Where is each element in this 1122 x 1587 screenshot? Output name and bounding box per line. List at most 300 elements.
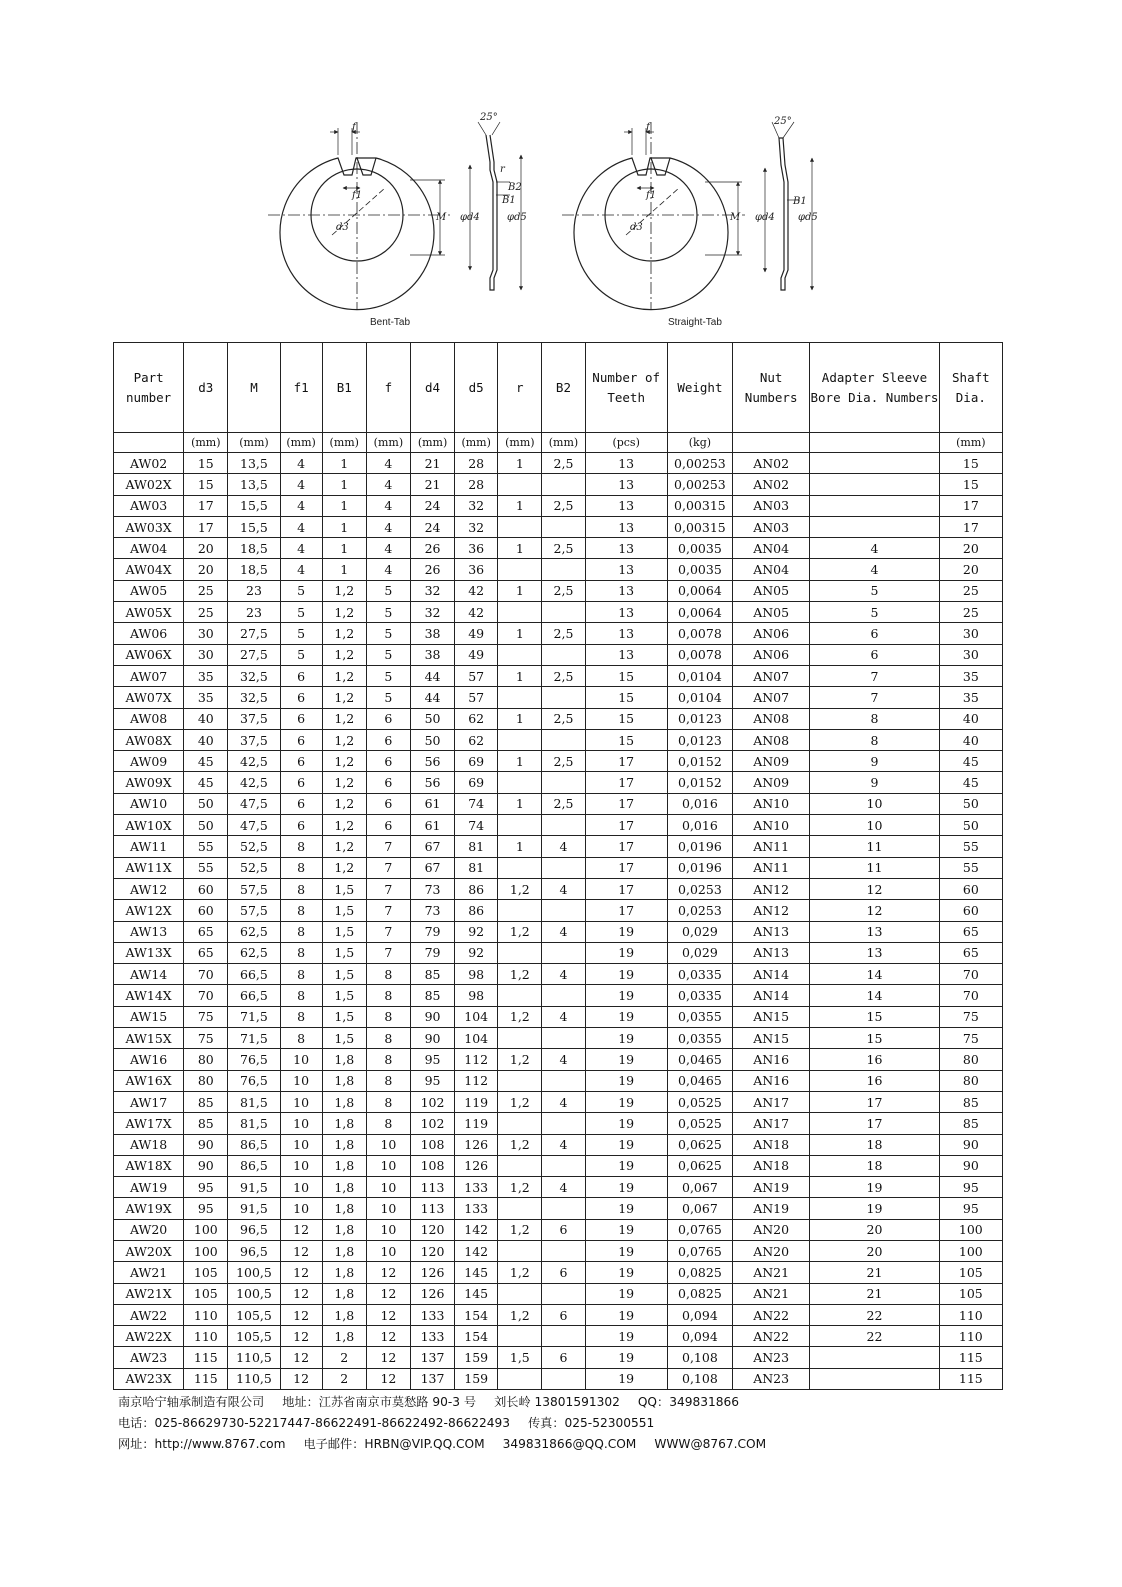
table-cell: 23 — [228, 602, 280, 623]
table-cell: AN17 — [733, 1113, 810, 1134]
table-cell: 0,0064 — [667, 602, 732, 623]
table-cell: 17 — [585, 900, 667, 921]
table-row — [114, 836, 1003, 857]
table-cell: 0,0525 — [667, 1113, 732, 1134]
table-cell: AW03X — [114, 516, 184, 537]
table-cell: AN11 — [733, 857, 810, 878]
table-cell: AW11X — [114, 857, 184, 878]
table-cell: 5 — [366, 580, 410, 601]
header-cell: B2 — [542, 343, 585, 433]
table-cell: 1 — [498, 836, 542, 857]
table-cell: AN06 — [733, 644, 810, 665]
table-cell: 100 — [939, 1240, 1002, 1261]
table-cell — [810, 1347, 939, 1368]
table-cell: 11 — [810, 857, 939, 878]
table-cell: 1,8 — [322, 1070, 366, 1091]
label-d4-straight: φd4 — [755, 212, 775, 223]
table-cell: AW06X — [114, 644, 184, 665]
table-row — [114, 495, 1003, 516]
table-cell: 19 — [810, 1177, 939, 1198]
table-cell: 6 — [280, 708, 322, 729]
table-cell: 44 — [410, 665, 454, 686]
straight-tab-front-view — [562, 122, 745, 310]
header-cell: Part number — [114, 343, 184, 433]
table-cell: 20 — [939, 559, 1002, 580]
header-row — [114, 343, 1003, 433]
table-cell — [542, 1155, 585, 1176]
table-cell: 145 — [455, 1262, 498, 1283]
table-cell: 12 — [280, 1240, 322, 1261]
table-cell: 12 — [280, 1304, 322, 1325]
table-cell: 1 — [322, 516, 366, 537]
table-cell: 126 — [455, 1134, 498, 1155]
table-cell: AN02 — [733, 474, 810, 495]
table-cell: 4 — [542, 1006, 585, 1027]
table-cell: 92 — [455, 942, 498, 963]
table-cell: 4 — [280, 453, 322, 474]
table-cell: 1,2 — [322, 857, 366, 878]
unit-cell: (mm) — [366, 433, 410, 453]
table-cell: AN08 — [733, 729, 810, 750]
table-cell: 75 — [939, 1028, 1002, 1049]
header-cell: d3 — [184, 343, 228, 433]
table-cell: AW13X — [114, 942, 184, 963]
table-cell — [498, 1240, 542, 1261]
table-cell: 60 — [184, 878, 228, 899]
email-link[interactable]: 电子邮件：HRBN@VIP.QQ.COM — [303, 1437, 485, 1451]
table-cell: 95 — [410, 1049, 454, 1070]
table-cell — [498, 1326, 542, 1347]
table-cell: 74 — [455, 793, 498, 814]
table-cell: 44 — [410, 687, 454, 708]
table-cell: 1,2 — [322, 708, 366, 729]
table-cell: AW22 — [114, 1304, 184, 1325]
table-cell: 1,2 — [322, 836, 366, 857]
table-cell: 19 — [585, 942, 667, 963]
label-f-straight: f — [646, 122, 650, 133]
table-cell: AN08 — [733, 708, 810, 729]
table-cell: 17 — [184, 495, 228, 516]
table-cell: AW19X — [114, 1198, 184, 1219]
table-cell — [542, 1240, 585, 1261]
table-cell: AW05X — [114, 602, 184, 623]
table-cell: 15 — [810, 1028, 939, 1049]
table-cell: 4 — [542, 1091, 585, 1112]
label-d3-bent: d3 — [336, 222, 349, 233]
table-cell: 1,2 — [322, 687, 366, 708]
table-cell: 113 — [410, 1198, 454, 1219]
table-cell: 18,5 — [228, 538, 280, 559]
table-cell: 19 — [585, 921, 667, 942]
table-cell: 1,2 — [498, 964, 542, 985]
table-cell: 65 — [184, 921, 228, 942]
table-row — [114, 729, 1003, 750]
unit-cell — [733, 433, 810, 453]
website-link[interactable]: 网址：http://www.8767.com — [118, 1437, 286, 1451]
table-cell: 42 — [455, 602, 498, 623]
table-cell: AW11 — [114, 836, 184, 857]
table-cell: 32,5 — [228, 665, 280, 686]
table-cell: AW14 — [114, 964, 184, 985]
table-cell: 0,0825 — [667, 1283, 732, 1304]
table-cell: 85 — [184, 1091, 228, 1112]
table-cell: 2,5 — [542, 453, 585, 474]
table-cell: 42,5 — [228, 751, 280, 772]
table-cell: 8 — [810, 708, 939, 729]
table-row — [114, 878, 1003, 899]
table-cell: 142 — [455, 1240, 498, 1261]
table-cell: 30 — [184, 623, 228, 644]
table-cell: 1 — [322, 538, 366, 559]
table-cell: 10 — [366, 1198, 410, 1219]
table-cell: 1,8 — [322, 1091, 366, 1112]
table-cell: 1,8 — [322, 1304, 366, 1325]
table-cell: AW13 — [114, 921, 184, 942]
table-cell — [542, 985, 585, 1006]
table-cell: 12 — [366, 1304, 410, 1325]
table-cell: 73 — [410, 878, 454, 899]
table-cell: 19 — [585, 1028, 667, 1049]
table-cell: 20 — [939, 538, 1002, 559]
table-cell: 4 — [810, 538, 939, 559]
table-cell — [498, 857, 542, 878]
table-cell: 154 — [455, 1304, 498, 1325]
table-cell: 1,5 — [322, 942, 366, 963]
table-cell: 2,5 — [542, 538, 585, 559]
table-cell: 133 — [410, 1326, 454, 1347]
table-cell: AN13 — [733, 921, 810, 942]
table-cell: 30 — [939, 644, 1002, 665]
table-cell: 0,0064 — [667, 580, 732, 601]
table-cell: 17 — [939, 495, 1002, 516]
table-cell: AN14 — [733, 964, 810, 985]
table-cell: 1,2 — [322, 772, 366, 793]
table-cell — [542, 1113, 585, 1134]
table-cell: 0,0335 — [667, 985, 732, 1006]
table-cell: 90 — [410, 1028, 454, 1049]
table-cell: 2,5 — [542, 708, 585, 729]
table-cell: 18 — [810, 1134, 939, 1155]
label-angle-bent: 25° — [480, 112, 498, 123]
email-link-3[interactable]: WWW@8767.COM — [654, 1437, 767, 1451]
table-cell: 32 — [455, 495, 498, 516]
unit-cell: (mm) — [322, 433, 366, 453]
table-cell: 4 — [366, 495, 410, 516]
table-cell: AW12 — [114, 878, 184, 899]
table-cell: 105 — [184, 1262, 228, 1283]
table-row — [114, 559, 1003, 580]
table-cell: 0,108 — [667, 1347, 732, 1368]
table-cell: 13 — [585, 644, 667, 665]
table-cell: 13 — [810, 942, 939, 963]
table-cell: 6 — [366, 793, 410, 814]
email-link-2[interactable]: 349831866@QQ.COM — [502, 1437, 637, 1451]
table-cell: AN15 — [733, 1028, 810, 1049]
table-cell: 4 — [280, 474, 322, 495]
table-cell: 17 — [585, 878, 667, 899]
table-cell: 6 — [810, 623, 939, 644]
table-cell — [498, 1028, 542, 1049]
table-cell — [542, 1028, 585, 1049]
table-cell: 12 — [280, 1262, 322, 1283]
table-cell: AW17X — [114, 1113, 184, 1134]
table-cell: 1,8 — [322, 1219, 366, 1240]
table-cell: 13 — [585, 495, 667, 516]
table-cell: 6 — [366, 729, 410, 750]
table-cell: 86,5 — [228, 1155, 280, 1176]
table-cell: 6 — [366, 708, 410, 729]
table-cell: 0,029 — [667, 942, 732, 963]
table-body — [114, 453, 1003, 1390]
table-cell: 36 — [455, 538, 498, 559]
table-cell: 1,2 — [498, 878, 542, 899]
table-cell: 15,5 — [228, 495, 280, 516]
table-cell: 30 — [184, 644, 228, 665]
table-cell: 19 — [585, 1049, 667, 1070]
table-cell: AN11 — [733, 836, 810, 857]
table-cell: AW04X — [114, 559, 184, 580]
table-cell: 6 — [280, 687, 322, 708]
table-cell: 17 — [585, 793, 667, 814]
table-cell: 0,0765 — [667, 1240, 732, 1261]
table-row — [114, 900, 1003, 921]
table-cell: 133 — [455, 1177, 498, 1198]
table-cell: 14 — [810, 964, 939, 985]
table-cell: 95 — [184, 1177, 228, 1198]
table-cell: 85 — [939, 1113, 1002, 1134]
table-cell: 4 — [366, 559, 410, 580]
table-cell: AW15X — [114, 1028, 184, 1049]
company-name: 南京哈宁轴承制造有限公司 — [118, 1395, 265, 1409]
table-cell: 35 — [184, 665, 228, 686]
table-cell: 5 — [810, 580, 939, 601]
label-d3-straight: d3 — [630, 222, 643, 233]
table-cell: AW10X — [114, 815, 184, 836]
table-cell — [542, 644, 585, 665]
table-cell: 12 — [280, 1219, 322, 1240]
table-cell: 10 — [810, 793, 939, 814]
table-cell: 115 — [184, 1347, 228, 1368]
table-cell: 86,5 — [228, 1134, 280, 1155]
table-cell: 56 — [410, 772, 454, 793]
table-row — [114, 538, 1003, 559]
table-cell: 8 — [810, 729, 939, 750]
table-cell: AN19 — [733, 1198, 810, 1219]
table-cell — [498, 729, 542, 750]
table-cell: AN02 — [733, 453, 810, 474]
label-M-straight: M — [730, 212, 741, 223]
table-cell: AN22 — [733, 1304, 810, 1325]
table-cell: 55 — [939, 857, 1002, 878]
table-cell: 20 — [810, 1240, 939, 1261]
table-cell: 61 — [410, 793, 454, 814]
table-row — [114, 644, 1003, 665]
table-cell: 8 — [366, 1113, 410, 1134]
table-cell: 4 — [280, 495, 322, 516]
table-cell: 1,5 — [322, 921, 366, 942]
table-cell: AW19 — [114, 1177, 184, 1198]
table-cell: 7 — [366, 942, 410, 963]
table-cell: 85 — [939, 1091, 1002, 1112]
table-cell: 57,5 — [228, 900, 280, 921]
table-cell: 19 — [585, 964, 667, 985]
table-cell: AW16 — [114, 1049, 184, 1070]
table-cell — [498, 900, 542, 921]
table-cell: 105,5 — [228, 1304, 280, 1325]
table-cell: 10 — [366, 1177, 410, 1198]
table-cell: 6 — [280, 793, 322, 814]
table-cell: AW20 — [114, 1219, 184, 1240]
qq-number: QQ：349831866 — [637, 1395, 740, 1409]
table-cell: AW23X — [114, 1368, 184, 1389]
table-cell: 42 — [455, 580, 498, 601]
table-cell: 9 — [810, 772, 939, 793]
table-cell: 1,8 — [322, 1262, 366, 1283]
table-cell: 81,5 — [228, 1091, 280, 1112]
table-cell: 18 — [810, 1155, 939, 1176]
table-cell: 1 — [498, 665, 542, 686]
table-cell: 1,8 — [322, 1177, 366, 1198]
table-cell: 49 — [455, 623, 498, 644]
table-cell: 6 — [366, 772, 410, 793]
table-cell: 26 — [410, 559, 454, 580]
table-cell: 113 — [410, 1177, 454, 1198]
label-angle-straight: 25° — [774, 116, 792, 127]
table-cell — [498, 644, 542, 665]
table-cell: 2,5 — [542, 751, 585, 772]
table-cell: 19 — [810, 1198, 939, 1219]
header-cell: d4 — [410, 343, 454, 433]
table-cell: AW09 — [114, 751, 184, 772]
table-cell: 67 — [410, 836, 454, 857]
table-cell: 35 — [939, 665, 1002, 686]
table-cell: 100,5 — [228, 1262, 280, 1283]
table-cell: 0,0253 — [667, 900, 732, 921]
table-cell: 75 — [939, 1006, 1002, 1027]
table-cell: 12 — [280, 1283, 322, 1304]
table-cell: AN20 — [733, 1219, 810, 1240]
table-cell: 86 — [455, 900, 498, 921]
table-cell: AN12 — [733, 900, 810, 921]
table-cell: 61 — [410, 815, 454, 836]
table-cell: 12 — [366, 1326, 410, 1347]
table-cell: 69 — [455, 751, 498, 772]
table-cell — [810, 516, 939, 537]
table-cell: 16 — [810, 1070, 939, 1091]
table-cell: AW10 — [114, 793, 184, 814]
table-cell — [542, 687, 585, 708]
table-cell: 105 — [939, 1262, 1002, 1283]
table-cell: 110,5 — [228, 1347, 280, 1368]
table-cell: 120 — [410, 1240, 454, 1261]
table-cell: 5 — [366, 644, 410, 665]
table-row — [114, 708, 1003, 729]
table-cell: 19 — [585, 1304, 667, 1325]
table-cell: 1 — [322, 559, 366, 580]
table-cell: AN14 — [733, 985, 810, 1006]
bent-tab-caption: Bent-Tab — [370, 317, 411, 328]
table-cell: 0,0465 — [667, 1070, 732, 1091]
table-cell: 110,5 — [228, 1368, 280, 1389]
table-cell — [498, 602, 542, 623]
lock-washer-spec-table — [113, 342, 1003, 1390]
table-cell — [498, 815, 542, 836]
table-cell: 159 — [455, 1368, 498, 1389]
table-cell: 0,0104 — [667, 665, 732, 686]
table-cell: 137 — [410, 1368, 454, 1389]
unit-cell: (mm) — [939, 433, 1002, 453]
table-cell: 15 — [585, 708, 667, 729]
unit-cell: (pcs) — [585, 433, 667, 453]
table-cell — [498, 1113, 542, 1134]
table-cell: AN21 — [733, 1262, 810, 1283]
unit-cell: (mm) — [455, 433, 498, 453]
table-cell: 7 — [366, 900, 410, 921]
table-cell: 13 — [585, 623, 667, 644]
table-cell: 70 — [939, 964, 1002, 985]
table-cell: 110 — [939, 1326, 1002, 1347]
table-row — [114, 1177, 1003, 1198]
fax-number: 传真：025-52300551 — [527, 1416, 655, 1430]
table-row — [114, 1113, 1003, 1134]
table-cell: 50 — [939, 793, 1002, 814]
table-cell — [542, 772, 585, 793]
table-cell: 115 — [184, 1368, 228, 1389]
table-row — [114, 687, 1003, 708]
table-cell: 6 — [280, 665, 322, 686]
table-cell: AN03 — [733, 516, 810, 537]
table-cell: 17 — [585, 815, 667, 836]
table-cell: 32 — [410, 602, 454, 623]
header-cell: Number of Teeth — [585, 343, 667, 433]
table-row — [114, 1155, 1003, 1176]
table-cell: AW22X — [114, 1326, 184, 1347]
table-cell: 10 — [280, 1070, 322, 1091]
table-cell: 12 — [366, 1283, 410, 1304]
table-cell: 71,5 — [228, 1028, 280, 1049]
table-cell: 15 — [184, 453, 228, 474]
table-cell — [498, 559, 542, 580]
table-cell: 1,5 — [498, 1347, 542, 1368]
table-cell: 96,5 — [228, 1240, 280, 1261]
table-cell: 100 — [184, 1240, 228, 1261]
table-cell: 85 — [184, 1113, 228, 1134]
table-cell: 6 — [810, 644, 939, 665]
table-cell: 0,0625 — [667, 1155, 732, 1176]
table-cell: 1,2 — [322, 729, 366, 750]
table-cell: 1 — [498, 538, 542, 559]
unit-cell — [810, 433, 939, 453]
table-row — [114, 1006, 1003, 1027]
table-cell: 145 — [455, 1283, 498, 1304]
table-cell: 8 — [280, 985, 322, 1006]
table-cell: 13 — [585, 453, 667, 474]
table-cell: 90 — [184, 1155, 228, 1176]
table-cell: 126 — [455, 1155, 498, 1176]
table-cell: AW08X — [114, 729, 184, 750]
table-cell: 65 — [184, 942, 228, 963]
table-cell: 62 — [455, 729, 498, 750]
table-cell: 22 — [810, 1304, 939, 1325]
footer-line-1 — [118, 1392, 1018, 1413]
company-address: 地址：江苏省南京市莫愁路 90-3 号 — [282, 1395, 477, 1409]
table-cell — [542, 857, 585, 878]
table-cell: AW20X — [114, 1240, 184, 1261]
table-cell: 8 — [366, 1091, 410, 1112]
table-cell — [542, 559, 585, 580]
table-cell: 40 — [184, 708, 228, 729]
table-cell: 21 — [810, 1283, 939, 1304]
